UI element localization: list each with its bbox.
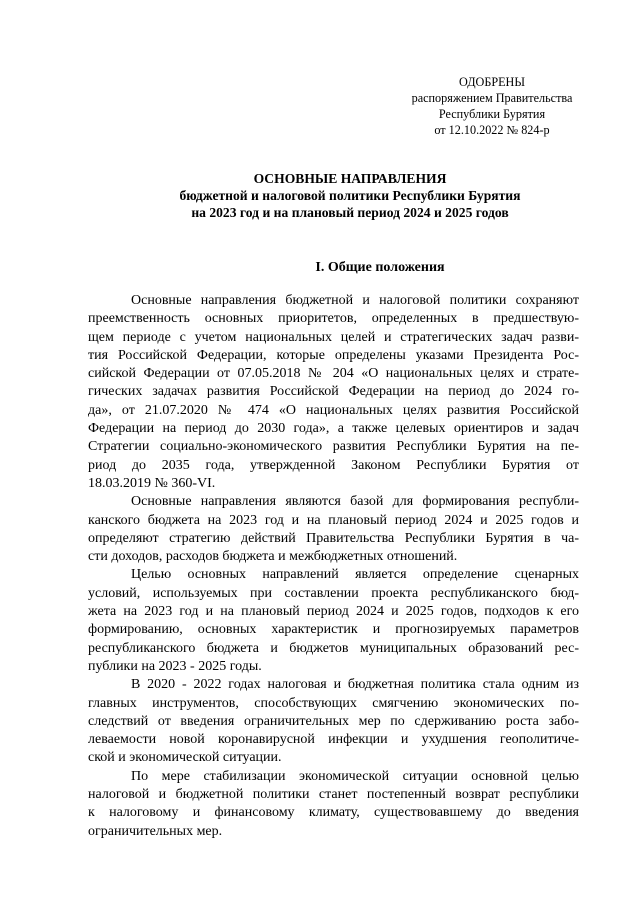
- section-heading: I. Общие положения: [315, 260, 445, 275]
- paragraph-line: леваемости новой коронавирусной инфекции и ухудшения геополитиче-: [88, 732, 579, 748]
- paragraph: [88, 493, 579, 566]
- paragraph-line: гических задачах развития Российской Федерации на период до 2024 го-: [88, 384, 579, 400]
- paragraph: [88, 768, 579, 841]
- paragraph-line: В 2020 - 2022 годах налоговая и бюджетная политика стала одним из: [131, 677, 579, 693]
- paragraph-line: Стратегии социально-экономического развития Республики Бурятия на пе-: [88, 439, 579, 455]
- paragraph: [88, 566, 579, 676]
- paragraph: [88, 292, 579, 493]
- title-line-1: ОСНОВНЫЕ НАПРАВЛЕНИЯ: [253, 171, 447, 186]
- paragraph-line: 18.03.2019 № 360-VI.: [88, 475, 216, 491]
- paragraph-line: сти доходов, расходов бюджета и межбюджетных отношений.: [88, 549, 458, 565]
- title-line-2: бюджетной и налоговой политики Республики Бурятия: [179, 188, 521, 203]
- document-body: [88, 292, 579, 841]
- approval-republic: Республики Бурятия: [438, 107, 546, 121]
- paragraph-line: республиканского бюджета и бюджетов муниципальных образований рес-: [88, 640, 579, 656]
- paragraph-line: публики на 2023 - 2025 годы.: [88, 658, 262, 674]
- paragraph-line: Федерации на период до 2030 года», а также целевых ориентиров и задач: [88, 421, 579, 437]
- paragraph-line: главных инструментов, способствующих смягчению экономических по-: [88, 695, 579, 711]
- approval-title: ОДОБРЕНЫ: [459, 75, 525, 89]
- paragraph-line: ограничительных мер.: [88, 823, 223, 839]
- paragraph-line: Целью основных направлений является определение сценарных: [131, 567, 579, 583]
- paragraph: [88, 676, 579, 767]
- paragraph-line: к налоговому и финансовому климату, существовавшему до введения: [88, 805, 579, 821]
- paragraph-line: Основные направления являются базой для формирования республи-: [131, 494, 579, 510]
- paragraph-line: налоговой и бюджетной политики станет постепенный возврат республики: [88, 787, 579, 803]
- paragraph-line: формированию, основных характеристик и прогнозируемых параметров: [88, 622, 579, 638]
- paragraph-line: следствий от введения ограничительных мер по сдерживанию роста забо-: [88, 713, 579, 729]
- paragraph-line: преемственность основных приоритетов, определенных в предшествую-: [88, 311, 579, 327]
- paragraph-line: щем периоде с учетом национальных целей и стратегических задач разви-: [88, 329, 579, 345]
- paragraph-line: По мере стабилизации экономической ситуации основной целью: [131, 768, 579, 784]
- paragraph-line: ской и экономической ситуации.: [88, 750, 282, 766]
- approval-stamp: [392, 74, 592, 138]
- paragraph-line: жета на 2023 год и на плановый период 2024 и 2025 годов, подходов к его: [88, 604, 579, 620]
- approval-decree: распоряжением Правительства: [411, 91, 573, 105]
- paragraph-line: тия Российской Федерации, которые определены указами Президента Рос-: [88, 347, 579, 363]
- paragraph-line: канского бюджета на 2023 год и на плановый период 2024 и 2025 годов и: [88, 512, 579, 528]
- paragraph-line: да», от 21.07.2020 № 474 «О национальных целях развития Российской: [88, 402, 579, 418]
- approval-date-number: от 12.10.2022 № 824-р: [434, 123, 550, 137]
- paragraph-line: риод до 2035 года, утвержденной Законом Республики Бурятия от: [88, 457, 579, 473]
- document-title: [60, 170, 640, 221]
- title-line-3: на 2023 год и на плановый период 2024 и 2025 годов: [191, 205, 509, 220]
- paragraph-line: определяют стратегию действий Правительства Республики Бурятия в ча-: [88, 530, 579, 546]
- paragraph-line: сийской Федерации от 07.05.2018 № 204 «О национальных целях и страте-: [88, 366, 579, 382]
- paragraph-line: Основные направления бюджетной и налоговой политики сохраняют: [131, 293, 579, 308]
- paragraph-line: условий, используемых при составлении проекта республиканского бюд-: [88, 585, 579, 601]
